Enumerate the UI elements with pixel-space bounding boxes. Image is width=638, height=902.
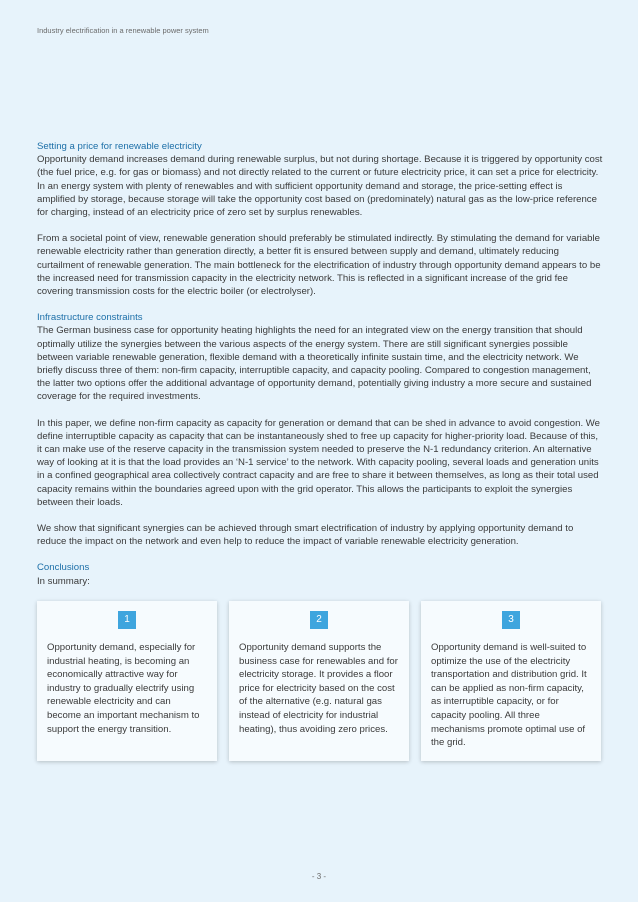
card-number-badge: 2 [310, 611, 328, 629]
paragraph: The German business case for opportunity heating highlights the need for an integrated view on the energy transition that should optimally utilize the synergies between the various aspects of the energy system. There are still significant synergies possible between variable renewable generation, flexible demand with a theoretically infinite sustain time, and the electricity network. We briefly discuss three of them: non-firm capacity, interruptible capacity, and capacity pooling. Compared to congestion management, the latter two options offer the additional advantage of opportunity demand, potentially giving industry a more secure and sustained coverage for the required investments. [37, 325, 592, 403]
card-text: Opportunity demand is well-suited to optimize the use of the electricity transportation and distribution grid. It can be applied as non-firm capacity, as interruptible capacity, or for capacity pooling. All three mechanisms promote optimal use of the grid. [431, 642, 587, 749]
conclusion-card [421, 601, 601, 761]
section-heading: Conclusions [37, 562, 90, 574]
section-conclusions [37, 561, 603, 587]
section-pricing [37, 140, 603, 298]
conclusion-card [229, 601, 409, 761]
section-heading: Infrastructure constraints [37, 312, 143, 324]
section-heading: Setting a price for renewable electricity [37, 141, 202, 152]
paragraph: In summary: [37, 575, 90, 587]
conclusion-cards [37, 601, 601, 761]
card-text: Opportunity demand supports the business case for renewables and for electricity storage. It provides a floor price for electricity based on the cost of the alternative (e.g. natural gas instead of electricity for industrial heating), thus avoiding zero prices. [239, 642, 398, 735]
running-header: Industry electrification in a renewable power system [37, 26, 209, 35]
card-text: Opportunity demand, especially for industrial heating, is becoming an economically attractive way for industry to gradually electrify using renewable electricity and can become an important mechanism to support the energy transition. [47, 642, 200, 735]
page-number: - 3 - [311, 872, 327, 881]
section-infrastructure [37, 311, 603, 548]
paragraph: We show that significant synergies can be achieved through smart electrification of industry by applying opportunity demand to reduce the impact on the network and even help to reduce the impact of variable renewable electricity generation. [37, 523, 574, 548]
card-number-badge: 3 [502, 611, 520, 629]
paragraph: Opportunity demand increases demand during renewable surplus, but not during shortage. Because it is triggered by opportunity cost (the fuel price, e.g. for gas or biomass) and not directly related to the current or future electricity price, it can set a price for electricity. In an energy system with plenty of renewables and with sufficient opportunity demand and storage, the price-setting effect is amplified by storage, because storage will take the opportunity cost based on (predominately) natural gas as the low-price reference for charging, instead of an electricity price of zero set by surplus renewables. [37, 154, 603, 219]
conclusion-card [37, 601, 217, 761]
paragraph: In this paper, we define non-firm capacity as capacity for generation or demand that can be shed in advance to avoid congestion. We define interruptible capacity as capacity that can be instantaneously shed to free up capacity for higher-priority load. Because of this, it can make use of the reserve capacity in the transmission system needed to preserve the N-1 redundancy criterion. An alternative way of looking at it is that the load provides an ‘N-1 service’ to the network. With capacity pooling, several loads and generation units in a confined geographical area collectively contract capacity and are free to share it between themselves, as long as their total used capacity remains within the boundaries agreed upon with the grid operator. This allows the participants to exploit the synergies between their loads. [37, 417, 600, 508]
card-number-badge: 1 [118, 611, 136, 629]
main-content [37, 140, 603, 588]
paragraph: From a societal point of view, renewable generation should preferably be stimulated indirectly. By stimulating the demand for variable renewable electricity rather than generation directly, a better fit is ensured between supply and demand, ultimately reducing curtailment of renewable generation. The main bottleneck for the electrification of industry through opportunity demand appears to be the increased need for transmission capacity in the electricity network. This is reflected in a significant increase of the grid fee covering transmission costs for the electric boiler (or electrolyser). [37, 233, 601, 298]
